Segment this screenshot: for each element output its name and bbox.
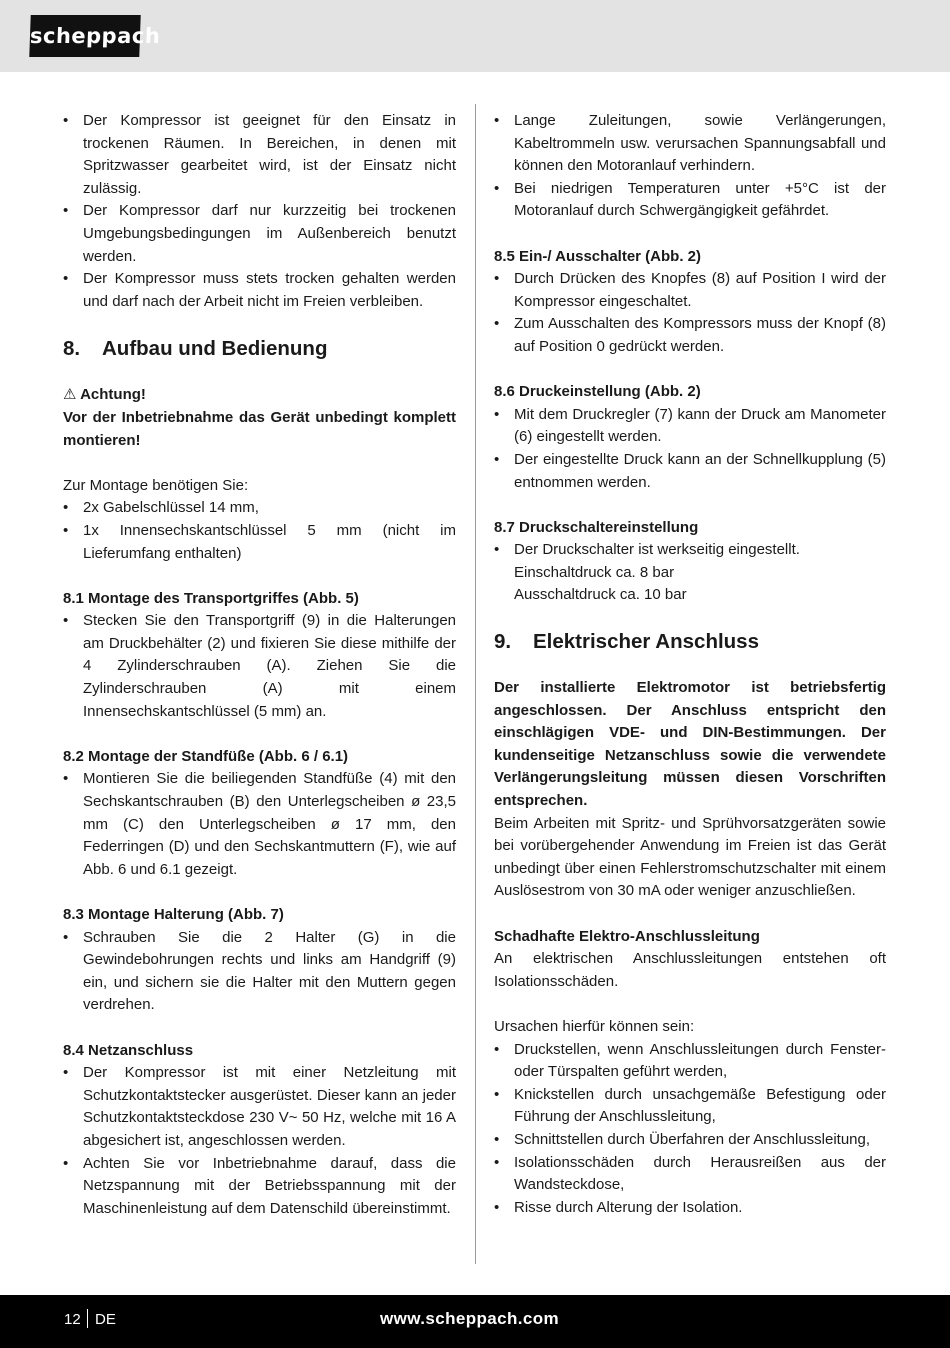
footer-separator xyxy=(87,1309,88,1328)
warning-text: Vor der Inbetriebnahme das Gerät unbedingt komplett montieren! xyxy=(63,408,456,449)
list-item: • 2x Gabelschlüssel 14 mm, xyxy=(63,497,456,520)
cut-out-pressure: Ausschaltdruck ca. 10 bar xyxy=(514,586,687,604)
list-item: • Bei niedrigen Temperaturen unter +5°C ist der Motoranlauf durch Schwergängigkeit gefährdet. xyxy=(494,178,886,223)
electrical-text: Beim Arbeiten mit Spritz- und Sprühvorsatzgeräten sowie bei vorübergehender Anwendung im Freien ist das Gerät unbedingt über einen Fehlerstromschutzschalter mit einem Auslösestrom von 30 mA oder weniger anzuschließen. xyxy=(494,814,886,900)
tools-intro: Zur Montage benötigen Sie: xyxy=(63,476,249,494)
damaged-cable-title: Schadhafte Elektro-Anschlussleitung xyxy=(494,927,760,945)
section-8-2-title: 8.2 Montage der Standfüße (Abb. 6 / 6.1) xyxy=(63,747,349,765)
section-8-heading: 8. Aufbau und Bedienung xyxy=(63,337,328,361)
website-link[interactable]: www.scheppach.com xyxy=(380,1309,560,1328)
section-8-6-title: 8.6 Druckeinstellung (Abb. 2) xyxy=(494,383,701,401)
page-number: 12 xyxy=(64,1311,81,1328)
list-item: • Der Kompressor ist geeignet für den Einsatz in trockenen Räumen. In Bereichen, in denen mit Spritzwasser gearbeitet wird, ist der Einsatz nicht zulässig. xyxy=(63,110,456,200)
list-item: • Achten Sie vor Inbetriebnahme darauf, dass die Netzspannung mit der Betriebsspannung mit der Maschinenleistung auf dem Datenschild übereinstimmt. xyxy=(63,1153,456,1221)
warning-title: ⚠ Achtung! xyxy=(63,386,146,404)
left-column xyxy=(63,110,456,1220)
list-item: • Schnittstellen durch Überfahren der Anschlussleitung, xyxy=(494,1129,886,1152)
section-8-5-title: 8.5 Ein-/ Ausschalter (Abb. 2) xyxy=(494,247,701,265)
column-divider xyxy=(475,104,476,1264)
list-item: • Schrauben Sie die 2 Halter (G) in die Gewindebohrungen rechts und links am Handgriff (9) ein, und sichern sie die Halter mit den Muttern gegen verdrehen. xyxy=(63,927,456,1017)
list-item: • Lange Zuleitungen, sowie Verlängerungen, Kabeltrommeln usw. verursachen Spannungsabfall und können den Motoranlauf verhindern. xyxy=(494,110,886,178)
warning-icon: ⚠ xyxy=(63,386,77,404)
section-8-7-title: 8.7 Druckschaltereinstellung xyxy=(494,518,699,536)
list-item: • Der Kompressor darf nur kurzzeitig bei trockenen Umgebungsbedingungen im Außenbereich benutzt werden. xyxy=(63,200,456,268)
cut-in-pressure: Einschaltdruck ca. 8 bar xyxy=(514,563,675,581)
list-item: • Der eingestellte Druck kann an der Schnellkupplung (5) entnommen werden. xyxy=(494,449,886,494)
list-item: • Der Druckschalter ist werkseitig eingestellt. xyxy=(494,539,886,562)
page-footer xyxy=(0,1295,950,1348)
list-item: • Der Kompressor ist mit einer Netzleitung mit Schutzkontaktstecker ausgerüstet. Dieser kann an jeder Schutzkontaktsteckdose 230 V~ 50 Hz, welche mit 16 A abgesichert ist, angeschlossen werden. xyxy=(63,1062,456,1152)
list-item: • Der Kompressor muss stets trocken gehalten werden und darf nach der Arbeit nicht im Freien verbleiben. xyxy=(63,268,456,313)
list-item: • Risse durch Alterung der Isolation. xyxy=(494,1197,886,1220)
list-item: • Montieren Sie die beiliegenden Standfüße (4) mit den Sechskantschrauben (B) den Unterlegscheiben ø 23,5 mm (C) den Unterlegscheiben ø 17 mm, den Federringen (D) und den Sechskantmuttern (F), wie auf Abb. 6 und 6.1 gezeigt. xyxy=(63,768,456,881)
section-8-4-title: 8.4 Netzanschluss xyxy=(63,1041,194,1059)
right-column xyxy=(494,110,886,1219)
list-item: • Knickstellen durch unsachgemäße Befestigung oder Führung der Anschlussleitung, xyxy=(494,1084,886,1129)
list-item: • Isolationsschäden durch Herausreißen aus der Wandsteckdose, xyxy=(494,1152,886,1197)
language-code: DE xyxy=(95,1311,116,1328)
list-item: • Stecken Sie den Transportgriff (9) in die Halterungen am Druckbehälter (2) und fixieren Sie diese mithilfe der 4 Zylinderschrauben (A). Ziehen Sie die Zylinderschrauben (A) mit einem Innensechskantschlüssel (5 mm) an. xyxy=(63,610,456,723)
list-item: • Druckstellen, wenn Anschlussleitungen durch Fenster- oder Türspalten geführt werden, xyxy=(494,1039,886,1084)
section-8-1-title: 8.1 Montage des Transportgriffes (Abb. 5) xyxy=(63,589,359,607)
damaged-cable-text: An elektrischen Anschlussleitungen entstehen oft Isolationsschäden. xyxy=(494,950,886,990)
scheppach-logo: scheppach xyxy=(29,15,140,57)
list-item: • 1x Innensechskantschlüssel 5 mm (nicht im Lieferumfang enthalten) xyxy=(63,520,456,565)
section-8-3-title: 8.3 Montage Halterung (Abb. 7) xyxy=(63,906,284,923)
list-item: • Mit dem Druckregler (7) kann der Druck am Manometer (6) eingestellt werden. xyxy=(494,404,886,449)
electrical-notice: Der installierte Elektromotor ist betriebsfertig angeschlossen. Der Anschluss entspricht den einschlägigen VDE- und DIN-Bestimmungen. Der kundenseitige Netzanschluss sowie die verwendete Verlängerungsleitung müssen diesen Vorschriften entsprechen. xyxy=(494,679,886,810)
page-header xyxy=(0,0,950,72)
list-item: • Zum Ausschalten des Kompressors muss der Knopf (8) auf Position 0 gedrückt werden. xyxy=(494,313,886,358)
section-9-heading: 9. Elektrischer Anschluss xyxy=(494,630,759,654)
causes-intro: Ursachen hierfür können sein: xyxy=(494,1017,695,1035)
list-item: • Durch Drücken des Knopfes (8) auf Position I wird der Kompressor eingeschaltet. xyxy=(494,268,886,313)
